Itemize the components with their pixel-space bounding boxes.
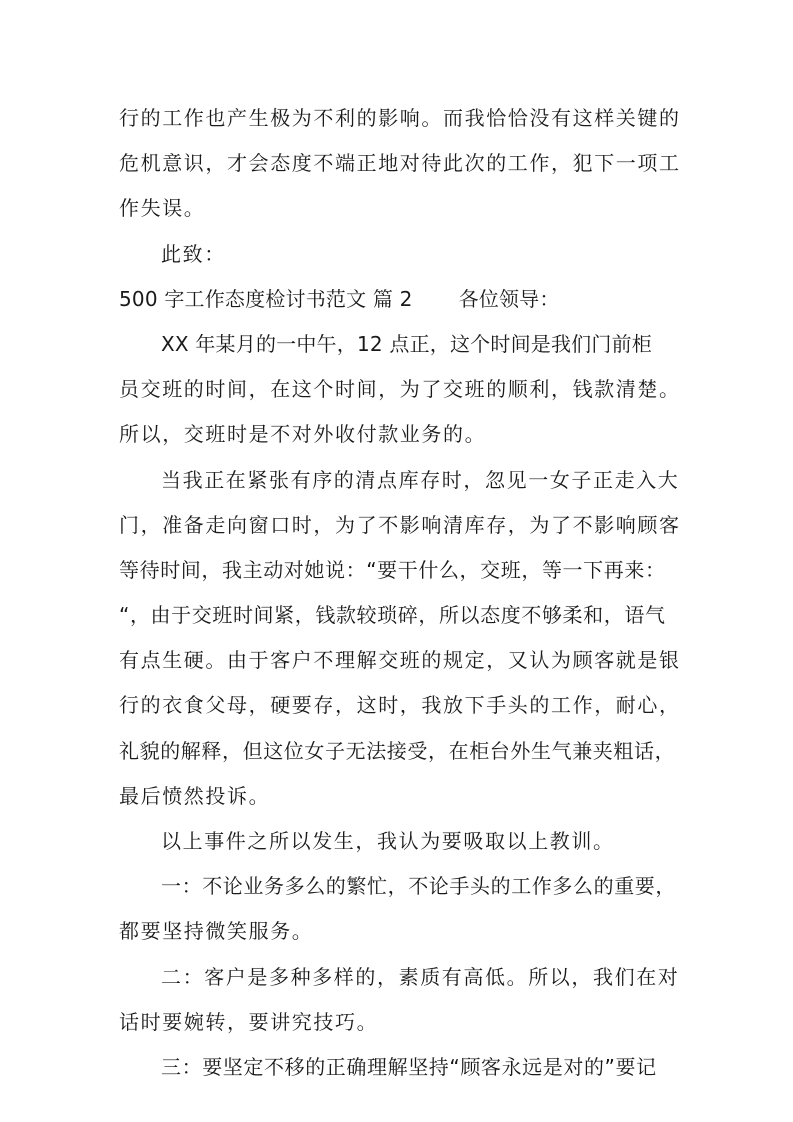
paragraph-start: XX 年某月的一中午，12 点正，这个时间是我们门前柜 — [161, 331, 652, 356]
list-item-3: 三：要坚定不移的正确理解坚持“顾客永远是对的”要记 — [161, 1054, 657, 1079]
section-heading: 500 字工作态度检讨书范文 篇 2 — [119, 286, 413, 311]
text-line: 所以，交班时是不对外收付款业务的。 — [119, 422, 487, 447]
text-line: 最后愤然投诉。 — [119, 783, 271, 808]
text-line: 危机意识，才会态度不端正地对待此次的工作，犯下一项工 — [119, 151, 681, 176]
paragraph-start: 当我正在紧张有序的清点库存时，忽见一女子正走入大 — [161, 467, 680, 492]
text-line: 员交班的时间，在这个时间，为了交班的顺利，钱款清楚。 — [119, 377, 681, 402]
text-line: 作失误。 — [119, 196, 206, 221]
paragraph-start: 以上事件之所以发生，我认为要吸取以上教训。 — [161, 829, 615, 853]
addressee: 各位领导： — [458, 286, 560, 311]
text-line: “，由于交班时间紧，钱款较琐碎，所以态度不够柔和，语气 — [119, 603, 666, 628]
text-line: 礼貌的解释，但这位女子无法接受，在柜台外生气兼夹粗话， — [119, 738, 676, 763]
text-line: 行的衣食父母，硬要存，这时，我放下手头的工作，耐心， — [119, 693, 681, 718]
text-line: 行的工作也产生极为不利的影响。而我恰恰没有这样关键的 — [119, 106, 681, 130]
text-line: 等待时间，我主动对她说：“要干什么，交班，等一下再来： — [119, 557, 666, 582]
text-line: 门，准备走向窗口时，为了不影响清库存，为了不影响顾客 — [119, 512, 681, 537]
section-heading-line — [119, 277, 675, 322]
text-line: 话时要婉转，要讲究技巧。 — [119, 1009, 379, 1034]
text-line: 有点生硬。由于客户不理解交班的规定，又认为顾客就是银 — [119, 648, 681, 673]
text-line: 都要坚持微笑服务。 — [119, 919, 314, 944]
list-item-1: 一：不论业务多么的繁忙，不论手头的工作多么的重要， — [161, 874, 676, 899]
document-body — [119, 96, 681, 1090]
salutation-line: 此致： — [161, 241, 226, 266]
list-item-2: 二：客户是多种多样的，素质有高低。所以，我们在对 — [161, 964, 680, 989]
